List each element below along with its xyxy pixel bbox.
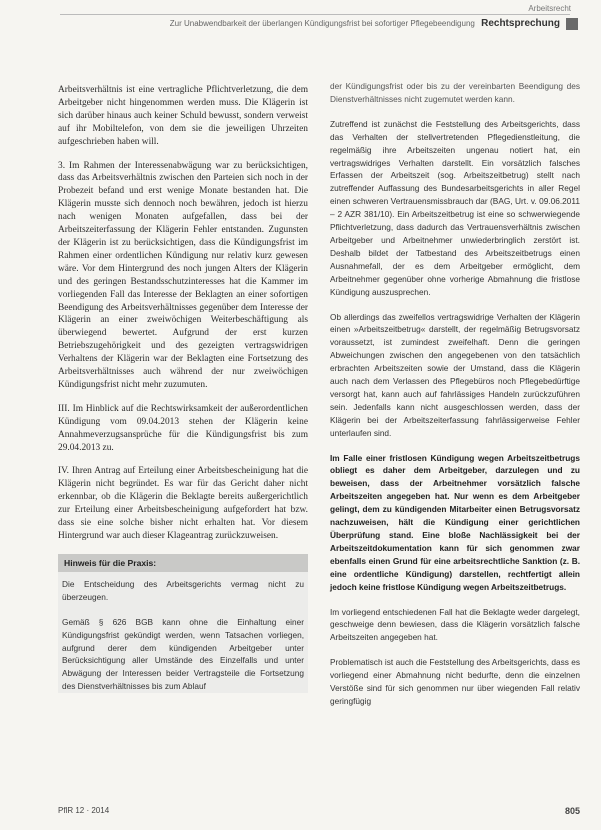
- right-paragraph-6: Problematisch ist auch die Feststellung des Arbeitsgerichts, dass es vorliegend einer Abmahnung nicht bedurfte, denn die einzelnen Verstöße sind für sich genommen nur über wiegenden Fall relativ geringfügig: [330, 657, 580, 706]
- header-title: [130, 18, 560, 29]
- left-paragraph-2: 3. Im Rahmen der Interessenabwägung war zu berücksichtigen, dass das Arbeitsverhältnis zwischen den Parteien sich noch in der Probezeit befand und erst wenige Monate bestanden hat. Die Klägerin musste sich dennoch noch bewähren, jedoch ist hierzu nach wenigen Monaten aufgefallen, dass bei der Arbeitszeiterfassung der Klägerin Fehler entstanden. Zugunsten der Klägerin ist zu berücksichtigen, dass die Kündigungsfrist im Rahmen einer ordentlichen Kündigung nur relativ kurz gewesen wäre. Vor dem Hintergrund des noch jungen Alters der Klägerin und des geringen Bestandsschutzinteresses hat die Kammer im vorliegenden Fall das Interesse der Beklagten an einer sofortigen Beendigung des Arbeitsverhältnisses gegenüber dem Interesse der Klägerin an einer zweiwöchigen Weiterbeschäftigung als überwiegend bewertet. Aufgrund der erst kurzen Betriebszugehörigkeit und des gezeigten vertragswidrigen Verhaltens der Klägerin war der Beklagten eine Fortsetzung des Arbeitsverhältnisses auch während der nur zweiwöchigen Kündigungsfrist nicht mehr zuzumuten.: [58, 160, 308, 390]
- journal-issue: PflR 12 · 2014: [58, 806, 110, 815]
- right-paragraph-3: Ob allerdings das zweifellos vertragswidrige Verhalten der Klägerin einen »Arbeitszeitbetrug« darstellt, der regelmäßig Betrugsvorsatz voraussetzt, ist zumindest zweifelhaft. Denn die geringen Abweichungen zwischen den angegebenen von den tatsächlich erbrachten Arbeitszeiten sowie der Umstand, dass die Klägerin auch nach dem Verlassen des Pflegebüros noch Pflegebedürftige versorgt hat, kann auch auf fahrlässiges Handeln zurückzuführen sein. Jedenfalls kann nicht ausgeschlossen werden, dass der Klägerin bei der Arbeitszeiterfassung fahrlässigerweise Fehler unterlaufen sind.: [330, 311, 580, 438]
- header-category: Arbeitsrecht: [528, 4, 571, 13]
- left-paragraph-4: IV. Ihren Antrag auf Erteilung einer Arbeitsbescheinigung hat die Klägerin nicht begründet. Es war für das Gericht daher nicht erkennbar, ob die Klägerin die Beklagte bereits außergerichtlich zur Erteilung einer Arbeitsbescheinigung aufgefordert hat bzw. dass sie eine solche bisher nicht erhalten hat. Vor diesem Hintergrund war auch dieser Klageantrag zurückzuweisen.: [58, 466, 308, 541]
- right-paragraph-1: der Kündigungsfrist oder bis zu der vereinbarten Beendigung des Dienstverhältnisses nicht zugemutet werden kann.: [330, 81, 580, 104]
- header-marker: [566, 18, 578, 30]
- left-column: [58, 84, 308, 705]
- right-column: [330, 80, 580, 720]
- header-rule: [60, 14, 570, 15]
- practice-hint-paragraph-2: Gemäß § 626 BGB kann ohne die Einhaltung einer Kündigungsfrist gekündigt werden, wenn Tatsachen vorliegen, aufgrund derer dem kündigenden Arbeitgeber unter Berücksichtigung aller Umstände des Einzelfalls und unter Abwägung der Interessen beider Vertragsteile die Fortsetzung des Dienstverhältnisses bis zum Ablauf: [62, 616, 304, 692]
- practice-hint-paragraph-1: Die Entscheidung des Arbeitsgerichts vermag nicht zu überzeugen.: [62, 578, 304, 602]
- right-paragraph-4: Im Falle einer fristlosen Kündigung wegen Arbeitszeitbetrugs obliegt es daher dem Arbeitgeber, darzulegen und zu beweisen, dass der Arbeitnehmer vorsätzlich falsche Arbeitszeiten angegeben hat. Nur wenn es dem Arbeitgeber gelingt, dem zu kündigenden Mitarbeiter einen Betrugsvorsatz nachzuweisen, hält die Kündigung einer gerichtlichen Überprüfung stand. Eine bloße Nachlässigkeit bei der Arbeitszeitdokumentation kann für sich genommen zwar ebenfalls einen Grund für eine arbeitsrechtliche Sanktion (z. B. eine ordentliche Kündigung) darstellen, rechtfertigt allein jedoch keine fristlose Kündigung wegen Arbeitszeitbetrugs.: [330, 452, 580, 592]
- right-paragraph-5: Im vorliegend entschiedenen Fall hat die Beklagte weder dargelegt, geschweige denn bewiesen, dass die Klägerin vorsätzlich falsche Arbeitszeiten angegeben hat.: [330, 606, 580, 643]
- left-paragraph-3: III. Im Hinblick auf die Rechtswirksamkeit der außerordentlichen Kündigung vom 09.04.2013 stehen der Klägerin keine Annahmeverzugsansprüche für die Kündigungsfrist bis zum 29.04.2013 zu.: [58, 403, 308, 453]
- practice-hint-box: [58, 554, 308, 693]
- header-subtitle: Zur Unabwendbarkeit der überlangen Kündigungsfrist bei sofortiger Pflegebeendigung: [169, 19, 475, 28]
- header-section: Rechtsprechung: [481, 18, 560, 29]
- page-number: 805: [564, 806, 580, 816]
- left-paragraph-1: Arbeitsverhältnis ist eine vertragliche Pflichtverletzung, die dem Arbeitgeber nicht hingenommen werden muss. Die Klägerin ist sich darüber hinaus auch keiner Schuld bewusst, sondern verweist auf ihr Mobiltelefon, von dem sie die jeweiligen Uhrzeiten aufgeschrieben haben will.: [58, 85, 308, 147]
- right-paragraph-2: Zutreffend ist zunächst die Feststellung des Arbeitsgerichts, dass das Verhalten der stellvertretenden Pflegedienstleitung, die regelmäßig ihre Arbeitszeiten ungenau notiert hat, ein vertragswidriges Verhalten darstellt. Ein vorsätzlich falsches Erfassen der Arbeitszeit (sog. Arbeitszeitbetrug) stellt nach zutreffender Auffassung des Bundesarbeitsgerichts in aller Regel einen schweren Vertrauensmissbrauch dar (BAG, Urt. v. 09.06.2011 – 2 AZR 381/10). Ein Arbeitszeitbetrug ist eine so schwerwiegende Pflichtverletzung, dass dadurch das Vertrauensverhältnis zwischen Arbeitgeber und Arbeitnehmer unwiederbringlich zerstört ist. Deshalb bildet der Tatbestand des Arbeitszeitbetrugs einen Ausnahmefall, der es dem Arbeitgeber ermöglicht, dem Arbeitnehmer gegenüber ohne vorherige Abmahnung die fristlose Kündigung auszusprechen.: [330, 118, 580, 297]
- practice-hint-title: Hinweis für die Praxis:: [58, 554, 308, 572]
